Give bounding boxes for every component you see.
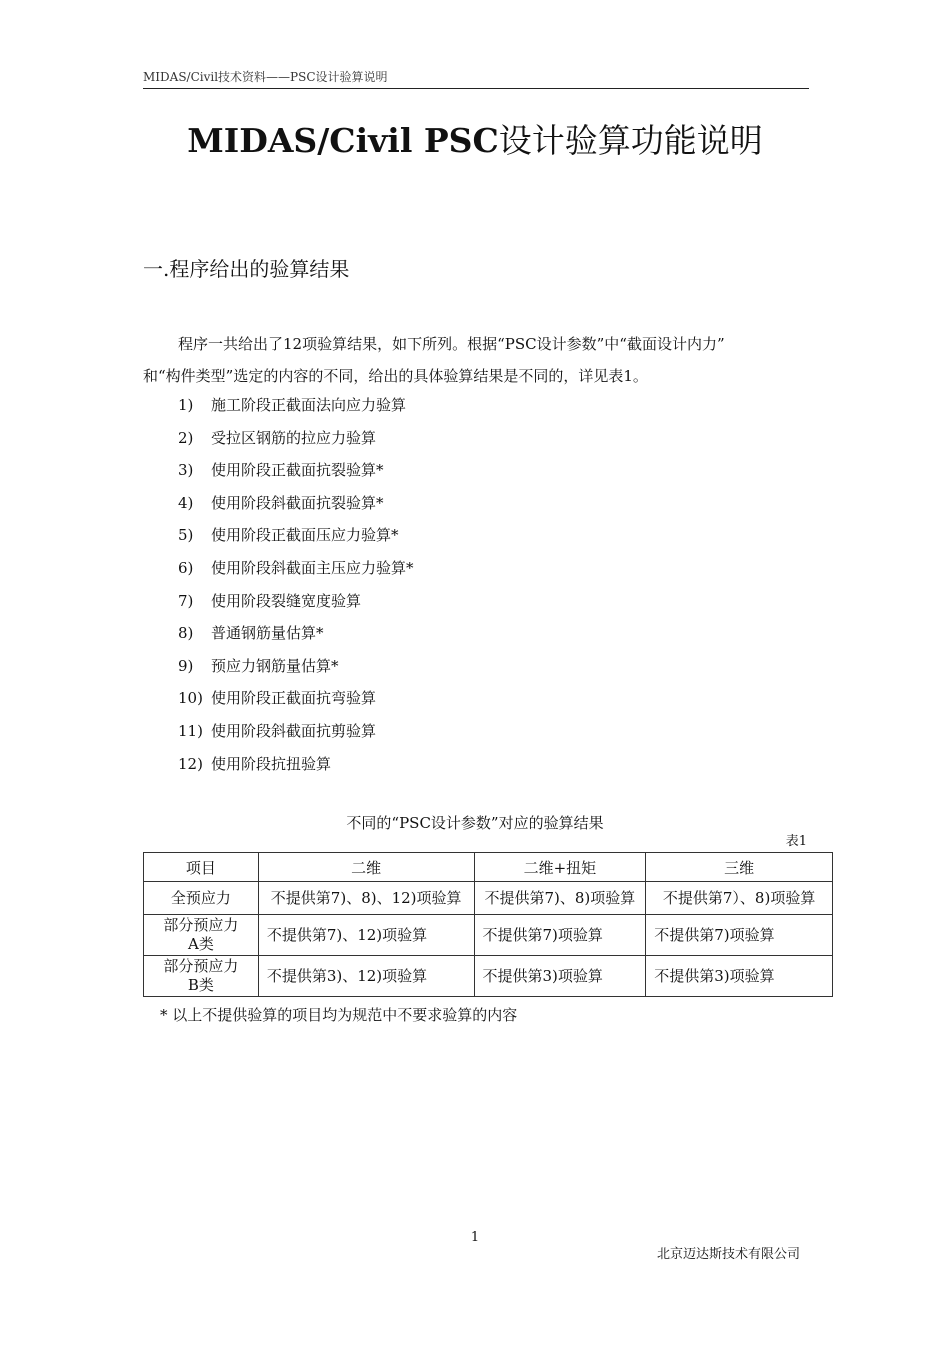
table-cell: 不提供第3)、12)项验算 <box>258 956 474 997</box>
list-item <box>178 585 414 618</box>
table-header-row <box>144 853 833 882</box>
list-item <box>178 552 414 585</box>
header-3d: 三维 <box>646 853 833 882</box>
list-item <box>178 454 414 487</box>
table-row <box>144 915 833 956</box>
list-item-number: 2) <box>178 428 194 447</box>
running-header: MIDAS/Civil技术资料——PSC设计验算说明 <box>143 68 809 89</box>
intro-paragraph <box>143 328 809 392</box>
row-label <box>144 915 259 956</box>
table-cell: 不提供第7)、12)项验算 <box>258 915 474 956</box>
list-item-number: 1) <box>178 396 194 414</box>
list-item-text: 使用阶段抗扭验算 <box>211 754 332 773</box>
table-number: 表1 <box>785 834 807 849</box>
row-label <box>144 882 259 915</box>
list-item <box>178 389 414 422</box>
table-cell: 不提供第3)项验算 <box>474 956 646 997</box>
list-item-text: 预应力钢筋量估算* <box>211 656 339 675</box>
row-label-line2: A类 <box>187 935 214 953</box>
row-label-line1: 部分预应力 <box>163 957 239 975</box>
header-2d-torsion: 二维+扭矩 <box>474 853 646 882</box>
list-item-number: 10) <box>178 689 203 708</box>
page-number: 1 <box>470 1230 480 1245</box>
row-label-line2: B类 <box>187 976 214 994</box>
list-item <box>178 519 414 552</box>
list-item-text: 施工阶段正截面法向应力验算 <box>211 396 407 414</box>
table-cell: 不提供第7)、8)、12)项验算 <box>258 882 474 915</box>
list-item-number: 6) <box>178 558 194 577</box>
list-item-text: 使用阶段裂缝宽度验算 <box>211 591 362 610</box>
row-label-line1: 部分预应力 <box>163 916 239 934</box>
table-cell: 不提供第7）、8)项验算 <box>646 882 833 915</box>
list-item <box>178 487 414 520</box>
paragraph-line-1: 程序一共给出了12项验算结果，如下所列。根据“PSC设计参数”中“截面设计内力” <box>178 335 725 353</box>
table-footnote: * 以上不提供验算的项目均为规范中不要求验算的内容 <box>160 1006 518 1024</box>
table-cell: 不提供第7)项验算 <box>646 915 833 956</box>
title-chinese: 设计验算功能说明 <box>498 121 763 160</box>
list-item-number: 3) <box>178 461 194 480</box>
list-item-number: 5) <box>178 526 194 545</box>
list-item-number: 12) <box>178 754 203 773</box>
table-cell: 不提供第7)项验算 <box>474 915 646 956</box>
header-2d: 二维 <box>258 853 474 882</box>
list-item <box>178 715 414 748</box>
list-item-text: 受拉区钢筋的拉应力验算 <box>211 428 377 447</box>
list-item <box>178 748 414 781</box>
check-items-list <box>178 389 414 780</box>
company-name: 北京迈达斯技术有限公司 <box>656 1247 800 1262</box>
title-latin: MIDAS/Civil PSC <box>187 121 499 160</box>
list-item <box>178 422 414 455</box>
section-heading: 一.程序给出的验算结果 <box>143 257 350 281</box>
list-item <box>178 650 414 683</box>
list-item-text: 使用阶段正截面抗裂验算* <box>211 461 384 480</box>
list-item-text: 使用阶段正截面抗弯验算 <box>211 689 377 708</box>
paragraph-line-2: 和“构件类型”选定的内容的不同，给出的具体验算结果是不同的，详见表1。 <box>143 367 648 385</box>
document-title <box>0 118 950 164</box>
list-item-text: 使用阶段正截面压应力验算* <box>211 526 399 545</box>
table-caption: 不同的“PSC设计参数”对应的验算结果 <box>346 814 604 832</box>
list-item-number: 7) <box>178 591 194 610</box>
row-label <box>144 956 259 997</box>
list-item <box>178 617 414 650</box>
list-item-number: 8) <box>178 624 194 643</box>
table-cell: 不提供第3)项验算 <box>646 956 833 997</box>
list-item-text: 普通钢筋量估算* <box>211 624 324 643</box>
list-item-text: 使用阶段斜截面抗裂验算* <box>211 493 384 512</box>
table-row <box>144 956 833 997</box>
list-item-number: 4) <box>178 493 194 512</box>
list-item-text: 使用阶段斜截面抗剪验算 <box>211 721 377 740</box>
list-item <box>178 682 414 715</box>
list-item-number: 9) <box>178 656 194 675</box>
table-row <box>144 882 833 915</box>
list-item-text: 使用阶段斜截面主压应力验算* <box>211 558 414 577</box>
header-item: 项目 <box>144 853 259 882</box>
row-label-line1: 全预应力 <box>170 888 231 907</box>
table-cell: 不提供第7)、8)项验算 <box>474 882 646 915</box>
list-item-number: 11) <box>178 721 203 740</box>
results-table <box>143 852 833 997</box>
